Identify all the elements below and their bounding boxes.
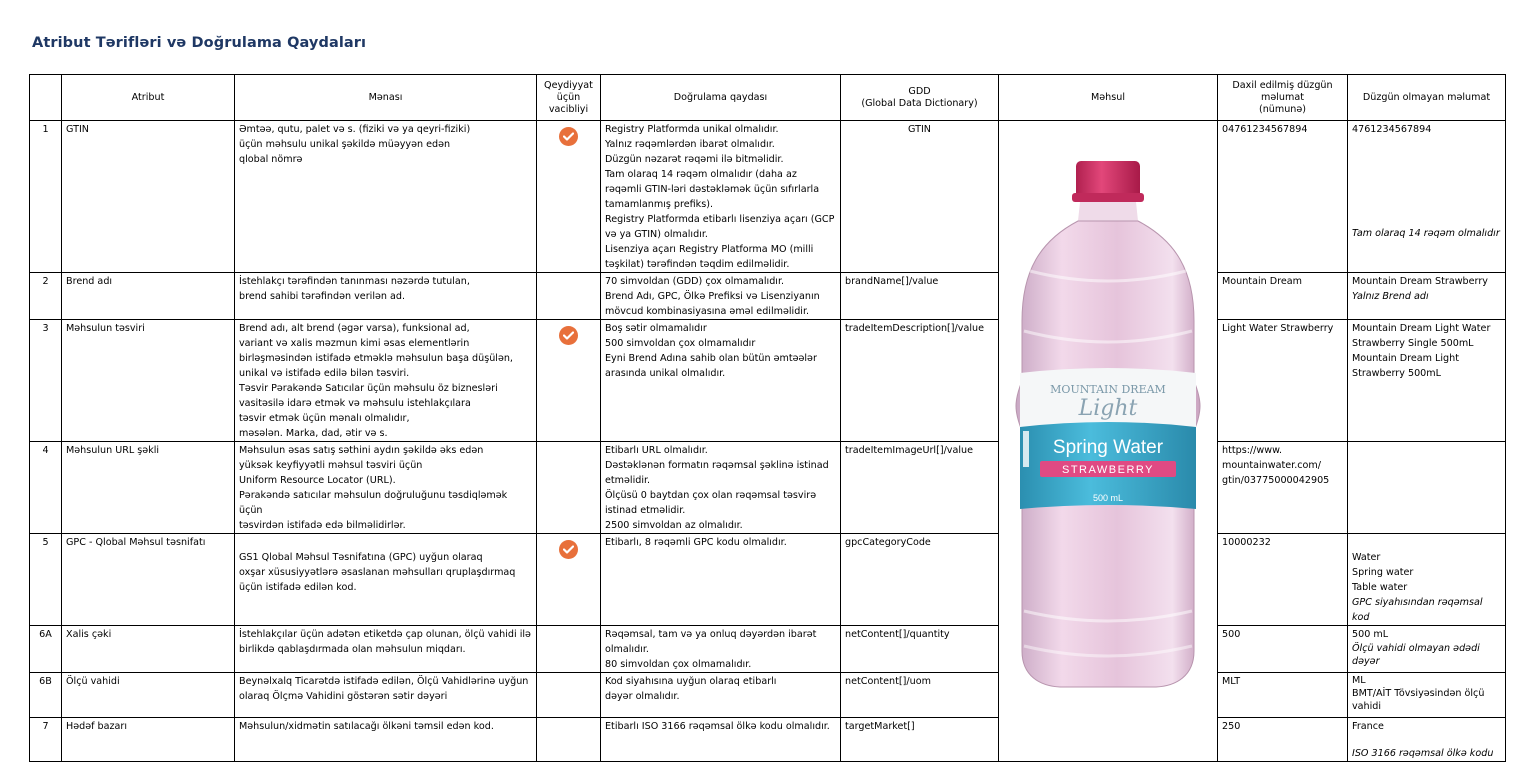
incorrect-example: Mountain Dream Light Water Strawberry Single 500mL Mountain Dream Light Strawberry 500mL bbox=[1348, 320, 1506, 442]
incorrect-example: France bbox=[1352, 721, 1384, 732]
incorrect-note: Ölçü vahidi olmayan ədədi dəyər bbox=[1352, 643, 1480, 667]
table-row bbox=[30, 718, 1506, 762]
validation-rule: Rəqəmsal, tam və ya onluq dəyərdən ibarət olmalıdır. 80 simvoldan çox olmamalıdır. bbox=[601, 626, 841, 673]
incorrect-note: GPC siyahısından rəqəmsal kod bbox=[1352, 597, 1483, 623]
checkmark-icon bbox=[559, 127, 578, 146]
validation-rule: Etibarlı URL olmalıdır. Dəstəklənən formatın rəqəmsal şəklinə istinad etməlidir. Ölçüsü 0 baytdan çox olan rəqəmsal təsvirə istinad etməlidir. 2500 simvoldan az olmalıdır. bbox=[601, 442, 841, 534]
validation-rule: Boş sətir olmamalıdır 500 simvoldan çox olmamalıdır Eyni Brend Adına sahib olan bütün əmtəələr arasında unikal olmalıdır. bbox=[601, 320, 841, 442]
correct-example: MLT bbox=[1218, 673, 1348, 718]
bottle-volume: 500 mL bbox=[1092, 493, 1124, 503]
correct-example: 04761234567894 bbox=[1218, 121, 1348, 273]
header-validation-rule: Doğrulama qaydası bbox=[601, 75, 841, 121]
incorrect-note: ISO 3166 rəqəmsal ölkə kodu bbox=[1352, 748, 1494, 759]
product-image-cell bbox=[999, 121, 1218, 762]
correct-example: 250 bbox=[1218, 718, 1348, 762]
header-gdd: GDD (Global Data Dictionary) bbox=[841, 75, 999, 121]
attribute-name: GPC - Qlobal Məhsul təsnifatı bbox=[62, 534, 235, 626]
table-row bbox=[30, 442, 1506, 534]
header-correct-example: Daxil edilmiş düzgün məlumat (nümunə) bbox=[1218, 75, 1348, 121]
attribute-meaning: Məhsulun/xidmətin satılacağı ölkəni təmsil edən kod. bbox=[235, 718, 537, 762]
incorrect-example: ML BMT/AİT Tövsiyəsindən ölçü vahidi bbox=[1348, 673, 1506, 718]
row-number: 2 bbox=[30, 273, 62, 320]
mandatory-cell bbox=[537, 534, 601, 626]
attribute-meaning: Brend adı, alt brend (əgər varsa), funksional ad, variant və xalis məzmun kimi əsas elementlərin birləşməsindən istifadə etməklə məhsulun başa düşülən, unikal və istifadə edilə bilən təsviri. Təsvir Pərakəndə Satıcılar üçün məhsulu öz biznesləri vasitəsilə idarə etmək və məhsulu istehlakçılara təsvir etmək üçün mənalı olmalıdır, məsələn. Marka, dad, ətir və s. bbox=[235, 320, 537, 442]
gdd-field: netContent[]/quantity bbox=[841, 626, 999, 673]
mandatory-cell bbox=[537, 626, 601, 673]
attribute-name: Hədəf bazarı bbox=[62, 718, 235, 762]
attribute-meaning: Beynəlxalq Ticarətdə istifadə edilən, Ölçü Vahidlərinə uyğun olaraq Ölçmə Vahidini göstərən sətir dəyəri bbox=[235, 673, 537, 718]
mandatory-cell bbox=[537, 121, 601, 273]
incorrect-example-cell bbox=[1348, 626, 1506, 673]
gdd-field: tradeItemDescription[]/value bbox=[841, 320, 999, 442]
correct-example: 10000232 bbox=[1218, 534, 1348, 626]
mandatory-cell bbox=[537, 673, 601, 718]
document-title: Atribut Tərifləri və Doğrulama Qaydaları bbox=[32, 35, 367, 51]
row-number: 1 bbox=[30, 121, 62, 273]
row-number: 4 bbox=[30, 442, 62, 534]
incorrect-example-cell bbox=[1348, 273, 1506, 320]
bottle-brand-line2: Light bbox=[1078, 396, 1138, 421]
validation-rule: Kod siyahısına uyğun olaraq etibarlı dəyər olmalıdır. bbox=[601, 673, 841, 718]
mandatory-cell bbox=[537, 442, 601, 534]
incorrect-example bbox=[1348, 442, 1506, 534]
attribute-meaning: Əmtəə, qutu, palet və s. (fiziki və ya qeyri-fiziki) üçün məhsulu unikal şəkildə müəyyən edən qlobal nömrə bbox=[235, 121, 537, 273]
checkmark-icon bbox=[559, 326, 578, 345]
mandatory-cell bbox=[537, 718, 601, 762]
header-product: Məhsul bbox=[999, 75, 1218, 121]
incorrect-example: 4761234567894 bbox=[1352, 124, 1432, 135]
header-mandatory: Qeydiyyat üçün vacibliyi bbox=[537, 75, 601, 121]
water-bottle-illustration bbox=[1000, 131, 1216, 751]
attribute-name: GTIN bbox=[62, 121, 235, 273]
incorrect-note: Tam olaraq 14 rəqəm olmalıdır bbox=[1352, 228, 1500, 239]
row-number: 6A bbox=[30, 626, 62, 673]
row-number: 5 bbox=[30, 534, 62, 626]
incorrect-example-cell bbox=[1348, 534, 1506, 626]
attribute-name: Ölçü vahidi bbox=[62, 673, 235, 718]
gdd-field: brandName[]/value bbox=[841, 273, 999, 320]
attribute-name: Xalis çəki bbox=[62, 626, 235, 673]
header-incorrect-example: Düzgün olmayan məlumat bbox=[1348, 75, 1506, 121]
table-row bbox=[30, 673, 1506, 718]
correct-example: https://www. mountainwater.com/ gtin/03775000042905 bbox=[1218, 442, 1348, 534]
bottle-flavor: STRAWBERRY bbox=[1061, 464, 1155, 476]
gdd-field: tradeItemImageUrl[]/value bbox=[841, 442, 999, 534]
attribute-meaning: İstehlakçılar üçün adətən etiketdə çap olunan, ölçü vahidi ilə birlikdə qablaşdırmada olan məhsulun miqdarı. bbox=[235, 626, 537, 673]
product-image bbox=[1000, 131, 1216, 751]
table-row bbox=[30, 534, 1506, 626]
bottle-product-name: Spring Water bbox=[1052, 437, 1164, 458]
incorrect-example-cell bbox=[1348, 718, 1506, 762]
row-number: 7 bbox=[30, 718, 62, 762]
correct-example: Mountain Dream bbox=[1218, 273, 1348, 320]
validation-rule: 70 simvoldan (GDD) çox olmamalıdır. Brend Adı, GPC, Ölkə Prefiksi və Lisenziyanın mövcud kombinasiyasına əməl edilməlidir. bbox=[601, 273, 841, 320]
mandatory-cell bbox=[537, 273, 601, 320]
mandatory-cell bbox=[537, 320, 601, 442]
bottle-brand-line1: MOUNTAIN DREAM bbox=[1050, 383, 1166, 396]
incorrect-example-cell bbox=[1348, 121, 1506, 273]
attribute-name: Məhsulun təsviri bbox=[62, 320, 235, 442]
correct-example: Light Water Strawberry bbox=[1218, 320, 1348, 442]
checkmark-icon bbox=[559, 540, 578, 559]
incorrect-example: Mountain Dream Strawberry bbox=[1352, 276, 1488, 287]
gdd-field: targetMarket[] bbox=[841, 718, 999, 762]
table-row bbox=[30, 320, 1506, 442]
attribute-name: Məhsulun URL şəkli bbox=[62, 442, 235, 534]
header-number bbox=[30, 75, 62, 121]
correct-example: 500 bbox=[1218, 626, 1348, 673]
attribute-meaning: GS1 Qlobal Məhsul Təsnifatına (GPC) uyğun olaraq oxşar xüsusiyyətlərə əsaslanan məhsulları qruplaşdırmaq üçün istifadə edilən kod. bbox=[235, 534, 537, 626]
row-number: 6B bbox=[30, 673, 62, 718]
incorrect-example: 500 mL bbox=[1352, 629, 1389, 640]
attribute-definitions-table bbox=[29, 74, 1506, 762]
attribute-name: Brend adı bbox=[62, 273, 235, 320]
table-row bbox=[30, 121, 1506, 273]
validation-rule: Registry Platformda unikal olmalıdır. Yalnız rəqəmlərdən ibarət olmalıdır. Düzgün nəzarət rəqəmi ilə bitməlidir. Tam olaraq 14 rəqəm olmalıdır (daha az rəqəmli GTIN-ləri dəstəkləmək üçün sıfırlarla tamamlanmış prefiks). Registry Platformda etibarlı lisenziya açarı (GCP və ya GTIN) olmalıdır. Lisenziya açarı Registry Platforma MO (milli təşkilat) tərəfindən təqdim edilməlidir. bbox=[601, 121, 841, 273]
row-number: 3 bbox=[30, 320, 62, 442]
validation-rule: Etibarlı, 8 rəqəmli GPC kodu olmalıdır. bbox=[601, 534, 841, 626]
validation-rule: Etibarlı ISO 3166 rəqəmsal ölkə kodu olmalıdır. bbox=[601, 718, 841, 762]
header-attribute: Atribut bbox=[62, 75, 235, 121]
incorrect-note: Yalnız Brend adı bbox=[1352, 291, 1429, 302]
table-row bbox=[30, 626, 1506, 673]
gdd-field: netContent[]/uom bbox=[841, 673, 999, 718]
gdd-field: gpcCategoryCode bbox=[841, 534, 999, 626]
header-meaning: Mənası bbox=[235, 75, 537, 121]
incorrect-example: Water Spring water Table water bbox=[1352, 552, 1414, 593]
gdd-field: GTIN bbox=[841, 121, 999, 273]
attribute-meaning: Məhsulun əsas satış səthini aydın şəkildə əks edən yüksək keyfiyyətli məhsul təsviri üçün Uniform Resource Locator (URL). Pərakəndə satıcılar məhsulun doğruluğunu təsdiqləmək üçün təsvirdən istifadə edə bilməlidirlər. bbox=[235, 442, 537, 534]
table-header-row bbox=[30, 75, 1506, 121]
table-row bbox=[30, 273, 1506, 320]
attribute-meaning: İstehlakçı tərəfindən tanınması nəzərdə tutulan, brend sahibi tərəfindən verilən ad. bbox=[235, 273, 537, 320]
